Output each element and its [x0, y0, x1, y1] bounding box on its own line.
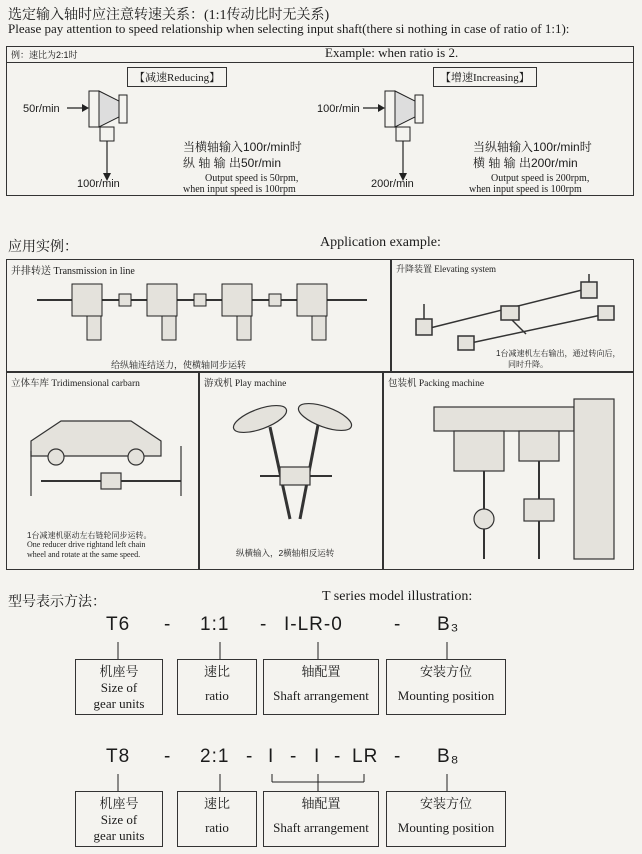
row2-shaft-code-3: LR: [352, 746, 379, 767]
elevating-title: 升降装置 Elevating system: [396, 264, 496, 274]
application-heading-cn: 应用实例：: [8, 238, 78, 254]
elevating-cell: [391, 259, 634, 372]
row2-size-en-2: gear units: [93, 828, 145, 843]
transmission-diagram: [27, 276, 377, 356]
row1-size-cn: 机座号: [99, 664, 139, 679]
row2-shaft-code-2: I: [314, 746, 321, 767]
row2-shaft-cn: 轴配置: [301, 796, 341, 811]
increasing-title: 【增速Increasing】: [433, 67, 537, 87]
row2-size-code: T8: [106, 746, 131, 767]
row1-mount-cn: 安装方位: [419, 664, 472, 679]
row2-ratio-box: [177, 791, 257, 847]
elevating-diagram: [406, 274, 626, 354]
reducing-desc-en-2: when input speed is 100rpm: [183, 184, 296, 195]
packing-diagram: [424, 389, 629, 567]
carbarn-caption-en-2: wheel and rotate at the same speed.: [27, 550, 141, 559]
model-heading-en: T series model illustration:: [322, 589, 473, 604]
model-heading-cn: 型号表示方法：: [8, 593, 106, 609]
row1-size-en-1: Size of: [100, 680, 138, 695]
example-en-label: Example: when ratio is 2.: [325, 45, 459, 60]
increasing-gearbox-icon: [363, 77, 433, 187]
row1-dash-1: -: [164, 614, 172, 635]
row1-ratio-code: 1:1: [200, 614, 230, 635]
row2-shaft-box: [263, 791, 379, 847]
row1-ratio-cn: 速比: [203, 664, 230, 679]
carbarn-caption-cn: 1台减速机驱动左右链轮同步运转。: [27, 531, 152, 540]
transmission-title: 并排转送 Transmission in line: [11, 266, 135, 277]
row2-size-cn: 机座号: [99, 796, 139, 811]
carbarn-title: 立体车库 Tridimensional carbarn: [11, 379, 140, 389]
carbarn-caption-en-1: One reducer drive rightand left chain: [27, 540, 146, 549]
reducing-desc-cn-2: 纵 轴 输 出50r/min: [183, 156, 282, 170]
increasing-desc-en-1: Output speed is 200rpm,: [491, 173, 590, 184]
reducing-input-speed: 50r/min: [23, 103, 60, 115]
reducing-title: 【减速Reducing】: [127, 67, 227, 87]
elevating-caption-2: 同时升降。: [508, 360, 548, 369]
row2-ratio-en: ratio: [205, 820, 229, 835]
elevating-caption-1: 1台减速机左右输出，通过转向后，: [496, 349, 621, 358]
application-grid: [6, 259, 634, 570]
row2-mount-box: [386, 791, 506, 847]
row2-dash-1: -: [164, 746, 172, 767]
ratio-example-panel: [6, 46, 634, 196]
row2-dash-3: -: [290, 746, 298, 767]
row1-size-en-2: gear units: [93, 696, 145, 711]
application-heading-en: Application example:: [320, 235, 441, 250]
play-title: 游戏机 Play machine: [204, 379, 287, 389]
row1-shaft-box: [263, 659, 379, 715]
example-cn-label: 例：速比为2:1时: [11, 50, 78, 60]
row2-mount-en: Mounting position: [397, 820, 495, 835]
row1-ratio-box: [177, 659, 257, 715]
row2-dash-5: -: [394, 746, 402, 767]
row1-mount-en: Mounting position: [397, 688, 495, 703]
play-caption: 纵横输入，2横轴相反运转: [236, 548, 335, 558]
reducing-desc-en-1: Output speed is 50rpm,: [205, 173, 299, 184]
header-title-cn: 选定输入轴时应注意转速关系：(1:1传动比时无关系): [8, 8, 330, 23]
packing-title: 包装机 Packing machine: [388, 379, 485, 389]
increasing-input-speed: 100r/min: [317, 103, 360, 115]
row2-dash-4: -: [334, 746, 342, 767]
row2-ratio-code: 2:1: [200, 746, 230, 767]
row2-mount-code: B₈: [437, 746, 460, 767]
play-diagram: [220, 389, 370, 539]
row2-shaft-code-1: I: [268, 746, 275, 767]
play-cell: [199, 372, 383, 570]
row1-shaft-cn: 轴配置: [301, 664, 341, 679]
row2-shaft-en: Shaft arrangement: [273, 820, 369, 835]
row1-shaft-en: Shaft arrangement: [273, 688, 369, 703]
row1-mount-code: B₃: [437, 614, 460, 635]
packing-cell: [383, 372, 634, 570]
increasing-output-speed: 200r/min: [371, 178, 414, 190]
increasing-desc-cn-2: 横 轴 输 出200r/min: [473, 156, 578, 170]
carbarn-diagram: [21, 391, 191, 501]
reducing-gearbox-icon: [67, 77, 137, 187]
panel-divider: [7, 62, 633, 63]
row1-ratio-en: ratio: [205, 688, 229, 703]
reducing-desc-cn-1: 当横轴输入100r/min时: [183, 140, 302, 154]
row2-size-en-1: Size of: [100, 812, 138, 827]
row2-ratio-cn: 速比: [203, 796, 230, 811]
row1-size-box: [75, 659, 163, 715]
row1-dash-2: -: [260, 614, 268, 635]
reducing-output-speed: 100r/min: [77, 178, 120, 190]
transmission-cell: [6, 259, 391, 372]
row2-mount-cn: 安装方位: [419, 796, 472, 811]
increasing-desc-en-2: when input speed is 100rpm: [469, 184, 582, 195]
row2-dash-2: -: [246, 746, 254, 767]
row1-mount-box: [386, 659, 506, 715]
header-title-en: Please pay attention to speed relationship when selecting input shaft(there si nothing in case of ratio of 1:1):: [8, 21, 570, 36]
row1-dash-3: -: [394, 614, 402, 635]
transmission-caption: 给纵轴连结送力，使横轴同步运转: [111, 360, 247, 370]
row1-size-code: T6: [106, 614, 131, 635]
row1-shaft-code: I-LR-0: [284, 614, 343, 635]
row2-size-box: [75, 791, 163, 847]
carbarn-cell: [6, 372, 199, 570]
increasing-desc-cn-1: 当纵轴输入100r/min时: [473, 140, 592, 154]
